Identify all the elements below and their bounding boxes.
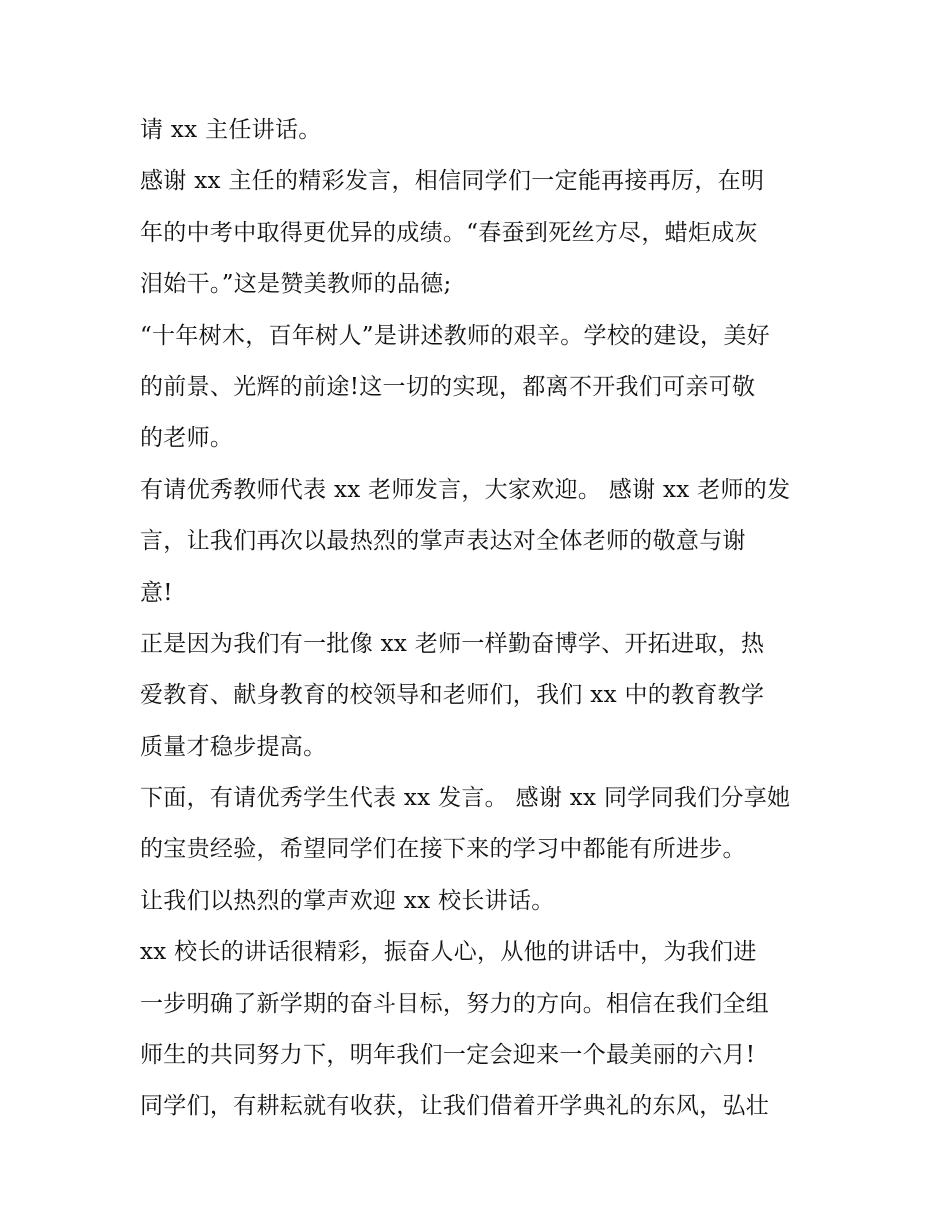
text-line: 感谢 xx 主任的精彩发言，相信同学们一定能再接再厉，在明 <box>140 168 765 195</box>
text-line: 年的中考中取得更优异的成绩。“春蚕到死丝方尽，蜡炬成灰 <box>140 219 758 246</box>
text-line: “十年树木，百年树人”是讲述教师的艰辛。学校的建设，美好 <box>140 322 770 349</box>
text-line: 下面，有请优秀学生代表 xx 发言。 感谢 xx 同学同我们分享她 <box>140 785 791 812</box>
text-line: xx 校长的讲话很精彩，振奋人心，从他的讲话中，为我们进 <box>140 939 757 966</box>
text-line: 意! <box>140 579 173 606</box>
text-line: 同学们，有耕耘就有收获，让我们借着开学典礼的东风，弘壮 <box>140 1093 770 1120</box>
text-line: 正是因为我们有一批像 xx 老师一样勤奋博学、开拓进取，热 <box>140 630 765 657</box>
text-line: 的老师。 <box>140 425 234 452</box>
text-line: 有请优秀教师代表 xx 老师发言，大家欢迎。 感谢 xx 老师的发 <box>140 476 791 503</box>
text-line: 爱教育、献身教育的校领导和老师们，我们 xx 中的教育教学 <box>140 682 765 709</box>
text-line: 让我们以热烈的掌声欢迎 xx 校长讲话。 <box>140 887 555 914</box>
text-line: 质量才稳步提高。 <box>140 733 327 760</box>
text-line: 的前景、光辉的前途!这一切的实现，都离不开我们可亲可敬 <box>140 373 756 400</box>
text-line: 言，让我们再次以最热烈的掌声表达对全体老师的敬意与谢 <box>140 528 746 555</box>
text-line: 请 xx 主任讲话。 <box>140 117 322 143</box>
text-line: 泪始干。”这是赞美教师的品德; <box>140 271 452 298</box>
document-body <box>140 108 820 1136</box>
text-line: 的宝贵经验，希望同学们在接下来的学习中都能有所进步。 <box>140 836 746 863</box>
text-line: 师生的共同努力下，明年我们一定会迎来一个最美丽的六月! <box>140 1042 756 1069</box>
text-line: 一步明确了新学期的奋斗目标，努力的方向。相信在我们全组 <box>140 990 770 1017</box>
